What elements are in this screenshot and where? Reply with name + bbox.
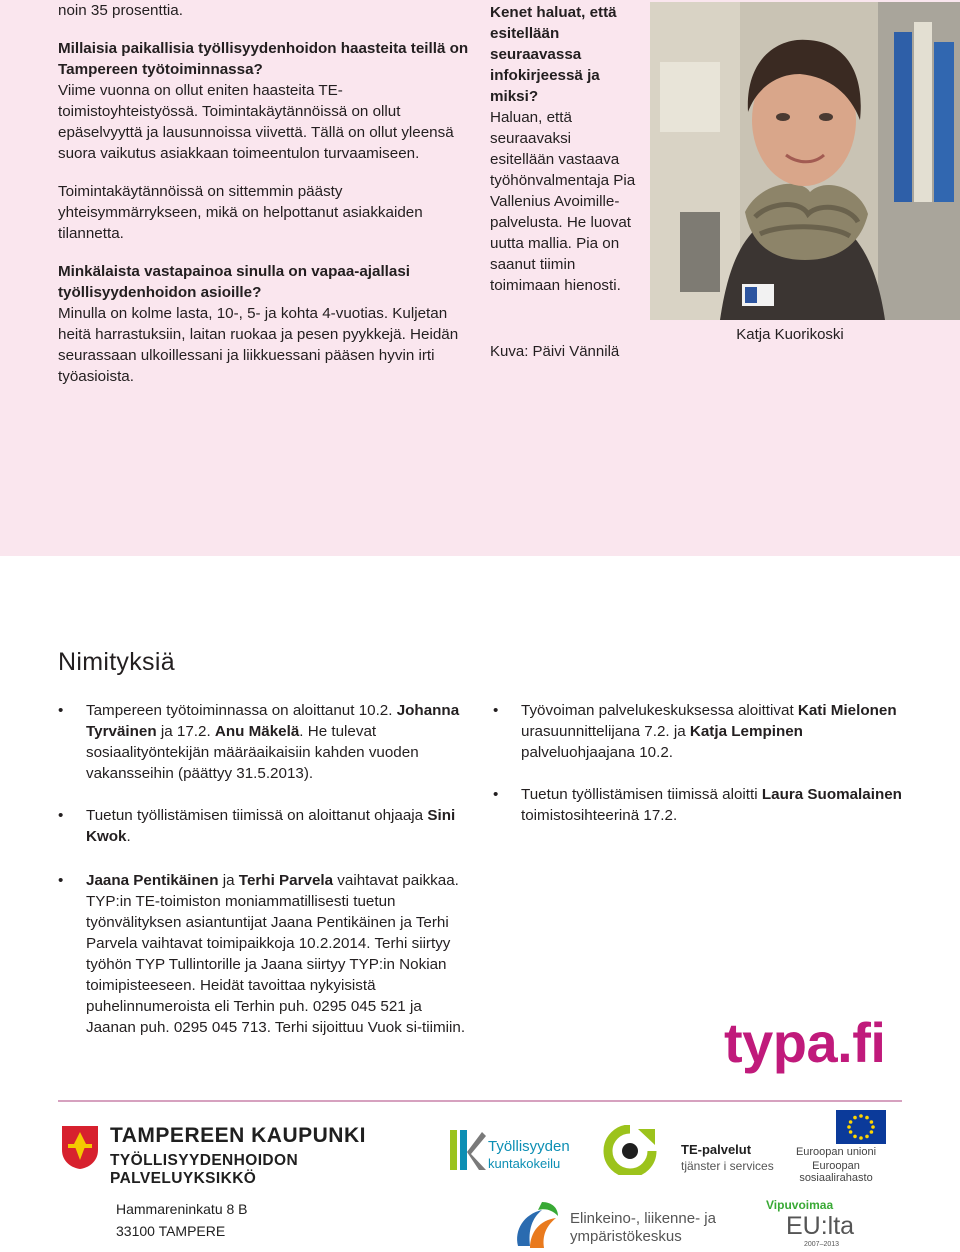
tampere-logo-text: TAMPEREEN KAUPUNKI: [110, 1124, 366, 1147]
te-palvelut-icon: [603, 1125, 657, 1175]
appointment-text: Tuetun työllistämisen tiimissä on aloittanut ohjaaja: [86, 807, 428, 824]
interview-middle-column: [490, 2, 636, 296]
eu-flag-icon: [836, 1110, 886, 1144]
eu-social-fund-logo: [776, 1110, 906, 1184]
appointment-item: [58, 700, 470, 784]
appointment-item: [493, 784, 905, 826]
tampere-city-logo: [58, 1122, 438, 1187]
photo-caption: Katja Kuorikoski: [736, 326, 844, 343]
kuntakokeilu-subtext: kuntakokeilu: [488, 1156, 561, 1171]
ely-icon: [512, 1196, 562, 1252]
interview-question: Millaisia paikallisia työllisyydenhoidon haasteita teillä on Tampereen työtoiminnassa?: [58, 40, 469, 78]
tampere-coat-of-arms-icon: [60, 1124, 100, 1170]
appointment-text: .: [126, 828, 131, 845]
appointment-text: Tampereen työtoiminnassa on aloittanut 10.2.: [86, 702, 397, 719]
section-title: Nimityksiä: [58, 648, 175, 676]
te-palvelut-logo: [603, 1125, 778, 1175]
appointment-text: Tuetun työllistämisen tiimissä aloitti: [521, 786, 762, 803]
appointments-list-bottom: [58, 870, 470, 1059]
appointment-text: toimistosihteerinä 17.2.: [521, 807, 678, 824]
appointment-text: Työvoiman palvelukeskuksessa aloittivat: [521, 702, 798, 719]
kuntakokeilu-k-icon: [446, 1126, 486, 1172]
photo-credit: Kuva: Päivi Vännilä: [490, 343, 620, 360]
te-palvelut-text: TE-palvelut: [681, 1142, 752, 1157]
interview-answer: Toimintakäytännöissä on sittemmin päästy yhteisymmärrykseen, mikä on helpottanut asiakkaiden tilannetta.: [58, 183, 423, 242]
person-name: Sini Kwok: [86, 807, 456, 845]
ely-text: Elinkeino-, liikenne- ja: [570, 1210, 716, 1227]
vipuvoimaa-text: Vipuvoimaa: [766, 1198, 834, 1212]
vipuvoimaa-years: 2007–2013: [804, 1241, 840, 1248]
appointment-item: [58, 870, 470, 1038]
appointment-text: vaihtavat paikkaa. TYP:in TE-toimiston moniammatillisesti tuetun työnvälityksen asiantuntijat Jaana Pentikäinen ja Terhi Parvela vaihtavat toimipaikkoja 10.2.2014. Terhi siirtyy työhön TYP Tullintorille ja Jaana siirtyy TYP:in Nokian toimipisteeseen. Heidät tavoittaa nykyisistä puhelinnumeroista eli Terhin puh. 0295 045 521 ja Jaanan puh. 0295 045 713. Terhi sijoittuu Vuok si-tiimiin.: [86, 872, 466, 1036]
person-name: Katja Lempinen: [689, 723, 803, 740]
eulta-text: EU:lta: [786, 1212, 855, 1240]
appointment-text: ja 17.2.: [156, 723, 215, 740]
appointment-text: urasuunnittelijana 7.2. ja: [521, 723, 690, 740]
person-name: Terhi Parvela: [238, 872, 334, 889]
interview-text: noin 35 prosenttia.: [58, 2, 183, 19]
typa-site-link[interactable]: typa.fi: [724, 1011, 886, 1074]
appointments-list-left: [58, 700, 470, 868]
appointment-text: ja: [218, 872, 239, 889]
eu-subtext: Euroopan sosiaalirahasto: [799, 1160, 873, 1184]
tampere-logo-subtext: TYÖLLISYYDENHOIDON PALVELUYKSIKKÖ: [110, 1152, 299, 1187]
appointment-text: . He tulevat sosiaalityöntekijän määräaikaisiin kahden vuoden vakansseihin (päättyy 31.5.2013).: [86, 723, 419, 782]
person-name: Jaana Pentikäinen: [86, 872, 219, 889]
person-name: Laura Suomalainen: [761, 786, 902, 803]
interview-question: Kenet haluat, että esitellään seuraavassa infokirjeessä ja miksi?: [490, 4, 617, 105]
eu-text: Euroopan unioni: [795, 1146, 877, 1158]
kuntakokeilu-text: Työllisyyden: [488, 1138, 570, 1155]
interview-question: Minkälaista vastapainoa sinulla on vapaa-ajallasi työllisyydenhoidon asioille?: [58, 263, 410, 301]
person-name: Johanna Tyrväinen: [86, 702, 460, 740]
address-city: 33100 TAMPERE: [116, 1223, 226, 1239]
person-name: Anu Mäkelä: [214, 723, 300, 740]
address: [116, 1198, 248, 1242]
ely-centre-logo: [512, 1196, 742, 1252]
portrait-photo: [650, 2, 960, 320]
appointment-item: [493, 700, 905, 763]
kuntakokeilu-logo: [446, 1126, 586, 1174]
appointment-text: palveluohjaajana 10.2.: [521, 744, 674, 761]
ely-subtext: ympäristökeskus: [570, 1228, 682, 1245]
person-name: Kati Mielonen: [797, 702, 897, 719]
address-street: Hammareninkatu 8 B: [116, 1201, 248, 1217]
interview-answer: Minulla on kolme lasta, 10-, 5- ja kohta 4-vuotias. Kuljetan heitä harrastuksiin, laitan ruokaa ja pesen pyykkejä. Heidän seurassaan ulkoillessani ja liikkuessani pääsen hyvin irti työasioista.: [58, 305, 459, 385]
te-palvelut-subtext: tjänster i services: [681, 1159, 774, 1173]
appointments-list-right: [493, 700, 905, 847]
interview-answer: Viime vuonna on ollut eniten haasteita TE-toimistoyhteistyössä. Toimintakäytännöissä on ollut epäselvyyttä ja lausunnoissa viivettä. Tällä on ollut yleensä suora vaikutus asiakkaan toimeentulon turvaamiseen.: [58, 82, 454, 162]
interview-answer: Haluan, että seuraavaksi esitellään vastaava työhönvalmentaja Pia Vallenius Avoimille-palvelusta. He luovat uutta mallia. Pia on saanut tiimin toimimaan hienosti.: [490, 109, 636, 294]
interview-left-column: [58, 0, 470, 387]
footer-divider: [58, 1100, 902, 1102]
appointment-item: [58, 805, 470, 847]
vipuvoimaa-logo: [764, 1198, 874, 1250]
